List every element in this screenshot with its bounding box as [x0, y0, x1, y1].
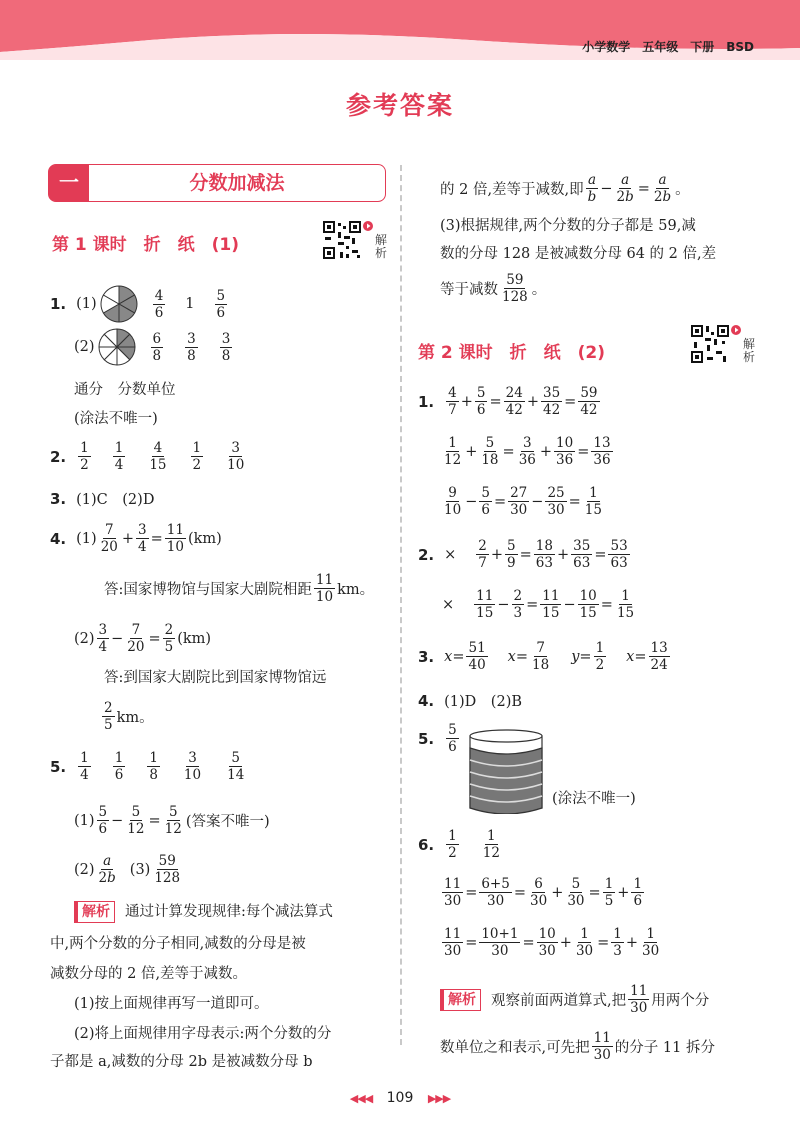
right-cont2: (3)根据规律,两个分数的分子都是 59,减 — [440, 218, 696, 234]
pie-circle-8 — [97, 327, 137, 367]
r-q5: 5. $\frac{5}{6}$ — [418, 722, 457, 755]
lesson1-title: 第 1 课时 折 纸 (1) — [52, 235, 240, 255]
cylinder-diagram — [468, 728, 544, 814]
q4-answer2-frac: $\frac{2}{5}$ km。 — [104, 700, 154, 733]
right-cont4: 等于减数 $\frac{59}{128}$ 。 — [440, 272, 547, 305]
pie-circle-6 — [99, 284, 139, 324]
r-q1-line2: $\frac{1}{12}$ + $\frac{5}{18}$ = $\frac{3}{36}$ + $\frac{10}{36}$ = $\frac{13}{36}$ — [444, 435, 611, 468]
analysis-left-line5: (2)将上面规律用字母表示:两个分数的分 — [74, 1026, 332, 1042]
q1-note2: (涂法不唯一) — [74, 411, 158, 427]
page-title: 参考答案 — [345, 91, 454, 120]
q4-part2: (2) $\frac{3}{4}$ − $\frac{7}{20}$ = $\frac{2}{5}$ (km) — [74, 622, 212, 655]
analysis-left-line1: 解析 通过计算发现规律:每个减法算式 — [74, 898, 333, 926]
unit-number: 一 — [49, 165, 89, 201]
q4-answer2: 答:到国家大剧院比到国家博物馆远 — [104, 670, 327, 686]
analysis-left-line3: 减数分母的 2 倍,差等于减数。 — [50, 966, 248, 982]
r-q1-line3: $\frac{9}{10}$ − $\frac{5}{6}$ = $\frac{27}{30}$ − $\frac{25}{30}$ = $\frac{1}{15}$ — [444, 485, 602, 518]
qr-code-icon[interactable] — [690, 324, 730, 364]
analysis-tag: 解析 — [440, 989, 481, 1011]
analysis-right-line2: 数单位之和表示,可先把 $\frac{11}{30}$ 的分子 11 拆分 — [440, 1030, 715, 1063]
r-q2-line2: × $\frac{11}{15}$ − $\frac{2}{3}$ = $\frac{11}{15}$ − $\frac{10}{15}$ = $\frac{1}{15}$ — [442, 588, 635, 621]
unit-banner — [48, 164, 386, 202]
q-number: 1. — [50, 295, 67, 313]
analysis-left-line2: 中,两个分数的分子相同,减数的分母是被 — [50, 936, 306, 952]
r-q1-line1: 1. $\frac{4}{7}$ + $\frac{5}{6}$ = $\frac{24}{42}$ + $\frac{35}{42}$ = $\frac{59}{42}$ — [418, 385, 598, 418]
r-q6: 6. $\frac{1}{2}$ $\frac{1}{12}$ — [418, 828, 500, 861]
analysis-left-line6: 子都是 a,减数的分母 2b 是被减数分母 b — [50, 1054, 313, 1070]
q4-answer1: 答:国家博物馆与国家大剧院相距 $\frac{11}{10}$ km。 — [104, 572, 375, 605]
q1-part1: 1. (1) $\frac{4}{6}$ 1 $\frac{5}{6}$ — [50, 284, 229, 324]
right-cont3: 数的分母 128 是被减数分母 64 的 2 倍,差 — [440, 246, 717, 262]
q1-part2: (2) $\frac{6}{8}$ $\frac{3}{8}$ $\frac{3}{8}$ — [74, 327, 234, 367]
qr-label: 解 析 — [375, 233, 388, 260]
r-q6-line2: $\frac{11}{30}$ = $\frac{10+1}{30}$ = $\frac{10}{30}$ + $\frac{1}{30}$ = $\frac{1}{3}$ + $\frac{1}{30}$ — [444, 926, 660, 959]
r-q5-note: (涂法不唯一) — [552, 791, 636, 807]
r-q4: 4. (1)D (2)B — [418, 691, 523, 710]
header-text: 小学数学 五年级 下册 BSD — [582, 40, 754, 54]
column-divider — [400, 165, 402, 1045]
q5: 5. $\frac{1}{4}$ $\frac{1}{6}$ $\frac{1}{8}$ $\frac{3}{10}$ $\frac{5}{14}$ — [50, 750, 245, 783]
qr-label: 解 析 — [743, 337, 756, 364]
analysis-right-line1: 解析 观察前面两道算式,把 $\frac{11}{30}$ 用两个分 — [440, 983, 709, 1016]
page-footer — [0, 1090, 800, 1106]
qr-code-icon[interactable] — [322, 220, 362, 260]
page-number: 109 — [386, 1090, 414, 1106]
q4-part1: 4. (1) $\frac{7}{20}$ + $\frac{3}{4}$ = $\frac{11}{10}$ (km) — [50, 522, 222, 555]
analysis-tag: 解析 — [74, 901, 115, 923]
lesson2-title: 第 2 课时 折 纸 (2) — [418, 343, 606, 363]
analysis-left-line4: (1)按上面规律再写一道即可。 — [74, 996, 269, 1012]
right-cont1: 的 2 倍,差等于减数,即 $\frac{a}{b}$ − $\frac{a}{2b}$ = $\frac{a}{2b}$ 。 — [440, 172, 690, 205]
prev-arrows-icon: ◀◀◀ — [349, 1092, 373, 1105]
q2: 2. $\frac{1}{2}$ $\frac{1}{4}$ $\frac{4}{15}$ $\frac{1}{2}$ $\frac{3}{10}$ — [50, 440, 245, 473]
play-icon — [363, 221, 373, 231]
r-q6-line1: $\frac{11}{30}$ = $\frac{6+5}{30}$ = $\frac{6}{30}$ + $\frac{5}{30}$ = $\frac{1}{5}$ + $\frac{1}{6}$ — [444, 876, 643, 909]
q3: 3. (1)C (2)D — [50, 489, 155, 508]
r-q2-line1: 2. × $\frac{2}{7}$ + $\frac{5}{9}$ = $\frac{18}{63}$ + $\frac{35}{63}$ = $\frac{53}{63}$ — [418, 538, 628, 571]
r-q3: 3. x = $\frac{51}{40}$ x = $\frac{7}{18}$ y = $\frac{1}{2}$ x = $\frac{13}{24}$ — [418, 640, 668, 673]
q5-part1: (1) $\frac{5}{6}$ − $\frac{5}{12}$ = $\frac{5}{12}$ (答案不唯一) — [74, 804, 270, 837]
unit-title: 分数加减法 — [189, 172, 285, 194]
play-icon — [731, 325, 741, 335]
q1-note1: 通分 分数单位 — [74, 382, 176, 398]
q5-part2-3: (2) $\frac{a}{2b}$ (3) $\frac{59}{128}$ — [74, 853, 181, 886]
next-arrows-icon: ▶▶▶ — [427, 1092, 451, 1105]
